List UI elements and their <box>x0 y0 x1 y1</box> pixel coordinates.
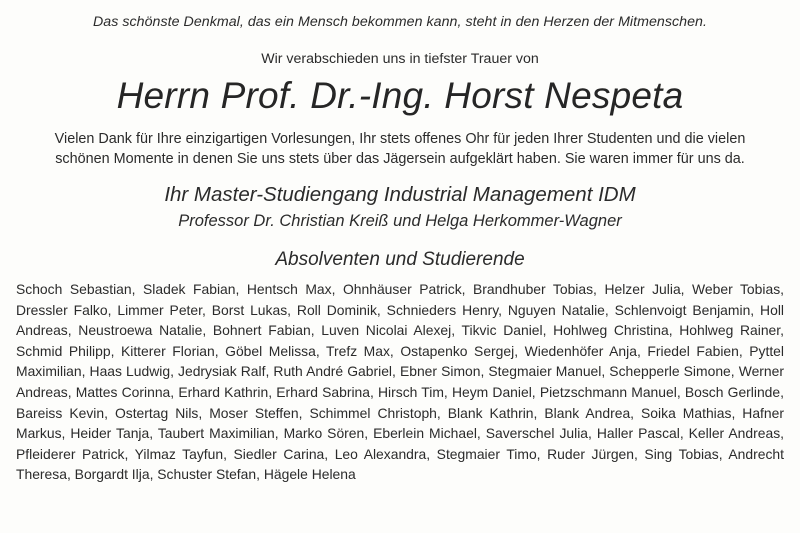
memorial-quote: Das schönste Denkmal, das ein Mensch bekommen kann, steht in den Herzen der Mitmenschen. <box>93 14 707 30</box>
graduates-heading: Absolventen und Studierende <box>275 249 525 270</box>
program-name: Ihr Master-Studiengang Industrial Management IDM <box>164 183 636 206</box>
thanks-line: schönen Momente in denen Sie uns stets über das Jägersein aufgeklärt haben. Sie waren immer für uns da. <box>55 151 745 167</box>
deceased-name: Herrn Prof. Dr.-Ing. Horst Nespeta <box>116 75 684 116</box>
intro-line: Wir verabschieden uns in tiefster Trauer von <box>261 51 539 67</box>
professors-line: Professor Dr. Christian Kreiß und Helga Herkommer-Wagner <box>178 212 622 230</box>
thanks-line: Vielen Dank für Ihre einzigartigen Vorlesungen, Ihr stets offenes Ohr für jeden Ihrer Studenten und die vielen <box>54 131 746 147</box>
graduates-names-list: Schoch Sebastian, Sladek Fabian, Hentsch Max, Ohnhäuser Patrick, Brandhuber Tobias, Helzer Julia, Weber Tobias, Dressler Falko, Limmer Peter, Borst Lukas, Roll Dominik, Schnieders Henry, Nguyen Natalie, Schlenvoigt Benjamin, Holl Andreas, Neustroewa Natalie, Bohnert Fabian, Luven Nicolai Alexej, Tikvic Daniel, Hohlweg Christina, Hohlweg Rainer, Schmid Philipp, Kitterer Florian, Göbel Melissa, Trefz Max, Ostapenko Sergej, Wiedenhöfer Anja, Friedel Fabien, Pyttel Maximilian, Haas Ludwig, Jedrysiak Ralf, Ruth André Gabriel, Ebner Simon, Stegmaier Manuel, Schepperle Simone, Werner Andreas, Mattes Corinna, Erhard Kathrin, Erhard Sabrina, Hirsch Tim, Heym Daniel, Pietzschmann Manuel, Bosch Gerlinde, Bareiss Kevin, Ostertag Nils, Moser Steffen, Schimmel Christoph, Blank Kathrin, Blank Andrea, Soika Mathias, Hafner Markus, Heider Tanja, Taubert Maximilian, Marko Sören, Eberlein Michael, Saverschel Julia, Haller Pascal, Keller Andreas, Pfleiderer Patrick, Yilmaz Tayfun, Siedler Carina, Leo Alexandra, Stegmaier Timo, Ruder Jürgen, Sing Tobias, Andrecht Theresa, Borgardt Ilja, Schuster Stefan, Hägele Helena <box>16 281 784 483</box>
thanks-paragraph <box>14 129 786 169</box>
